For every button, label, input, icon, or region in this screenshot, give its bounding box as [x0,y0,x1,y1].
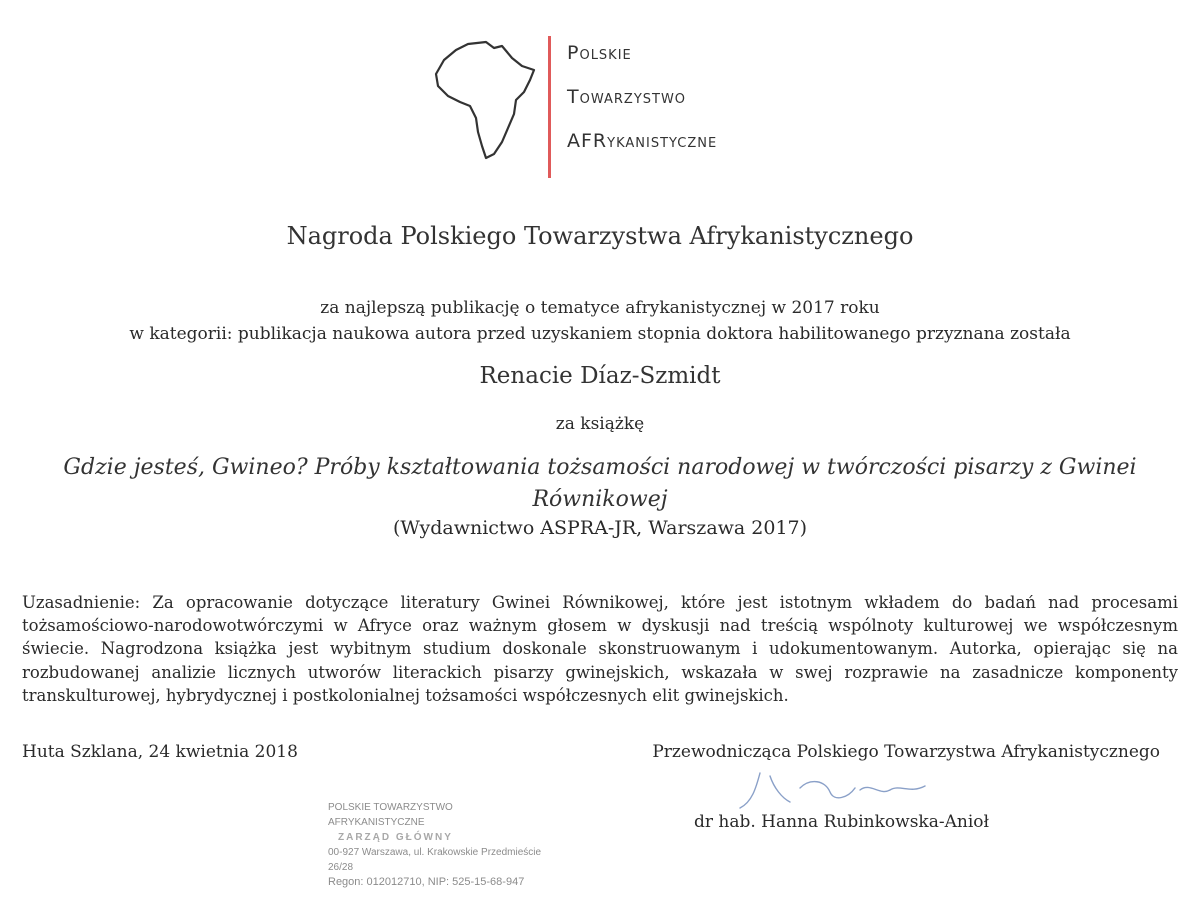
logo-line-1: Polskie [567,42,632,64]
stamp-line-1: POLSKIE TOWARZYSTWO AFRYKANISTYCZNE [328,802,453,828]
for-book-label: za książkę [555,414,645,434]
stamp-line-3: 00-927 Warszawa, ul. Krakowskie Przedmieście 26/28 [328,847,542,873]
africa-map-icon [430,36,540,166]
award-category-line-2: w kategorii: publikacja naukowa autora przed uzyskaniem stopnia doktora habilitowanego przyznana została [129,324,1071,344]
stamp-line-4: Regon: 012012710, NIP: 525-15-68-947 [328,876,525,888]
signer-name: dr hab. Hanna Rubinkowska-Anioł [694,812,990,832]
society-logo [430,30,790,170]
publisher-info: (Wydawnictwo ASPRA-JR, Warszawa 2017) [392,517,808,539]
logo-line-2: Towarzystwo [567,86,687,108]
justification-paragraph: Uzasadnienie: Za opracowanie dotyczące literatury Gwinei Równikowej, które jest istotnym wkładem do badań nad procesami tożsamościowo-narodowotwórczymi w Afryce oraz ważnym głosem w dyskusji nad treścią wspólnoty kulturowej we współczesnym świecie. Nagrodzona książka jest wybitnym studium doskonale skonstruowanym i udokumentowanym. Autorka, opierając się na rozbudowanej analizie licznych utworów literackich pisarzy gwinejskich, wskazała w swej rozprawie na zasadnicze komponenty transkulturowej, hybrydycznej i postkolonialnej tożsamości współczesnych elit gwinejskich. [22,593,1178,705]
handwritten-signature [730,768,950,818]
place-date: Huta Szklana, 24 kwietnia 2018 [22,742,298,762]
logo-divider [548,36,551,178]
logo-wordmark [567,38,717,170]
recipient-name: Renacie Díaz-Szmidt [479,363,721,389]
stamp-line-2: ZARZĄD GŁÓWNY [338,832,453,843]
society-stamp [328,800,548,890]
chair-title: Przewodnicząca Polskiego Towarzystwa Afrykanistycznego [652,742,1160,762]
book-title: Gdzie jesteś, Gwineo? Próby kształtowania tożsamości narodowej w twórczości pisarzy z Gwinei Równikowej [63,455,1137,512]
award-category-line-1: za najlepszą publikację o tematyce afrykanistycznej w 2017 roku [320,298,880,318]
award-title: Nagroda Polskiego Towarzystwa Afrykanistycznego [286,222,914,250]
logo-line-3: AFRykanistyczne [567,130,718,152]
